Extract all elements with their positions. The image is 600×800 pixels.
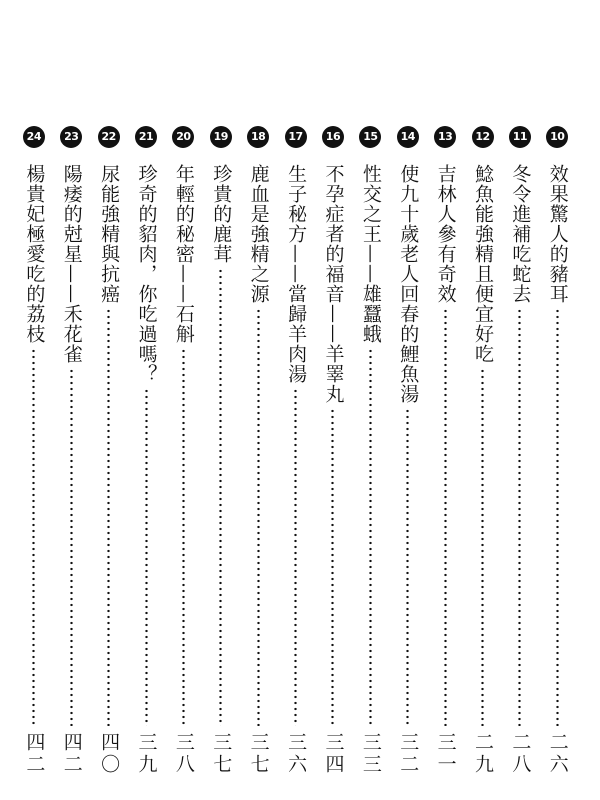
- entry-title: 效果驚人的豬耳: [546, 164, 569, 304]
- entry-body: [501, 164, 538, 776]
- dot-leader: [406, 408, 409, 726]
- dot-leader: [481, 368, 484, 726]
- entry-title: 冬令進補吃蛇去: [509, 164, 532, 304]
- dot-leader: [444, 308, 447, 726]
- dot-leader: [70, 368, 73, 726]
- toc-entry-17: [277, 126, 314, 776]
- toc-entry-11: [501, 126, 538, 776]
- entry-title: 性交之王——雄蠶蛾: [359, 164, 382, 344]
- entry-page-number: 四〇: [98, 732, 121, 776]
- entry-page-number: 三九: [135, 732, 158, 776]
- entry-body: [53, 164, 90, 776]
- entry-title: 尿能強精與抗癌: [98, 164, 121, 304]
- entry-number-badge: 16: [322, 126, 344, 148]
- entry-title: 陽痿的尅星——禾花雀: [60, 164, 83, 364]
- entry-page-number: 三七: [247, 732, 270, 776]
- dot-leader: [556, 308, 559, 726]
- entry-page-number: 二九: [472, 732, 495, 776]
- entry-title: 楊貴妃極愛吃的荔枝: [23, 164, 46, 344]
- entry-body: [90, 164, 127, 776]
- dot-leader: [294, 388, 297, 726]
- entry-body: [352, 164, 389, 776]
- entry-number-badge: 19: [210, 126, 232, 148]
- entry-title: 鯰魚能強精且便宜好吃: [472, 164, 495, 364]
- entry-title: 吉林人參有奇效: [434, 164, 457, 304]
- entry-body: [277, 164, 314, 776]
- toc-entry-10: [539, 126, 576, 776]
- entry-body: [426, 164, 463, 776]
- entry-body: [314, 164, 351, 776]
- entry-title: 珍奇的貂肉，你吃過嗎？: [135, 164, 158, 384]
- entry-number-badge: 23: [60, 126, 82, 148]
- entry-number-badge: 21: [135, 126, 157, 148]
- entry-body: [239, 164, 276, 776]
- toc-entry-19: [202, 126, 239, 776]
- entry-page-number: 三四: [322, 732, 345, 776]
- entry-number-badge: 12: [472, 126, 494, 148]
- entry-number-badge: 15: [359, 126, 381, 148]
- entry-body: [202, 164, 239, 776]
- entry-title: 不孕症者的福音——羊睪丸: [322, 164, 345, 404]
- entry-body: [389, 164, 426, 776]
- entry-number-badge: 13: [434, 126, 456, 148]
- entry-page-number: 三六: [285, 732, 308, 776]
- entry-number-badge: 14: [397, 126, 419, 148]
- entry-body: [15, 164, 52, 776]
- entry-body: [464, 164, 501, 776]
- toc-entry-18: [239, 126, 276, 776]
- dot-leader: [107, 308, 110, 726]
- entry-page-number: 三二: [397, 732, 420, 776]
- entry-page-number: 三一: [434, 732, 457, 776]
- toc-entry-22: [90, 126, 127, 776]
- toc-entry-16: [314, 126, 351, 776]
- toc-entry-12: [464, 126, 501, 776]
- entry-page-number: 三八: [172, 732, 195, 776]
- entry-number-badge: 11: [509, 126, 531, 148]
- entry-number-badge: 22: [98, 126, 120, 148]
- entry-number-badge: 18: [247, 126, 269, 148]
- toc-entry-15: [352, 126, 389, 776]
- entry-body: [127, 164, 164, 776]
- entry-page-number: 四二: [60, 732, 83, 776]
- entry-title: 年輕的秘密——石斛: [172, 164, 195, 344]
- dot-leader: [32, 348, 35, 726]
- entry-number-badge: 10: [546, 126, 568, 148]
- entry-body: [165, 164, 202, 776]
- table-of-contents: [14, 126, 576, 776]
- dot-leader: [145, 388, 148, 726]
- entry-number-badge: 17: [285, 126, 307, 148]
- entry-number-badge: 24: [23, 126, 45, 148]
- toc-entry-13: [426, 126, 463, 776]
- entry-page-number: 三三: [359, 732, 382, 776]
- entry-page-number: 二六: [546, 732, 569, 776]
- entry-number-badge: 20: [172, 126, 194, 148]
- entry-page-number: 二八: [509, 732, 532, 776]
- toc-entry-24: [15, 126, 52, 776]
- dot-leader: [257, 308, 260, 726]
- dot-leader: [518, 308, 521, 726]
- dot-leader: [331, 408, 334, 726]
- entry-title: 鹿血是強精之源: [247, 164, 270, 304]
- entry-page-number: 四二: [23, 732, 46, 776]
- dot-leader: [219, 268, 222, 726]
- entry-body: [539, 164, 576, 776]
- toc-entry-23: [53, 126, 90, 776]
- dot-leader: [369, 348, 372, 726]
- entry-title: 使九十歲老人回春的鯉魚湯: [397, 164, 420, 404]
- entry-title: 生子秘方——當歸羊肉湯: [285, 164, 308, 384]
- toc-entry-20: [165, 126, 202, 776]
- toc-entry-21: [127, 126, 164, 776]
- entry-title: 珍貴的鹿茸: [210, 164, 233, 264]
- toc-entry-14: [389, 126, 426, 776]
- entry-page-number: 三七: [210, 732, 233, 776]
- dot-leader: [182, 348, 185, 726]
